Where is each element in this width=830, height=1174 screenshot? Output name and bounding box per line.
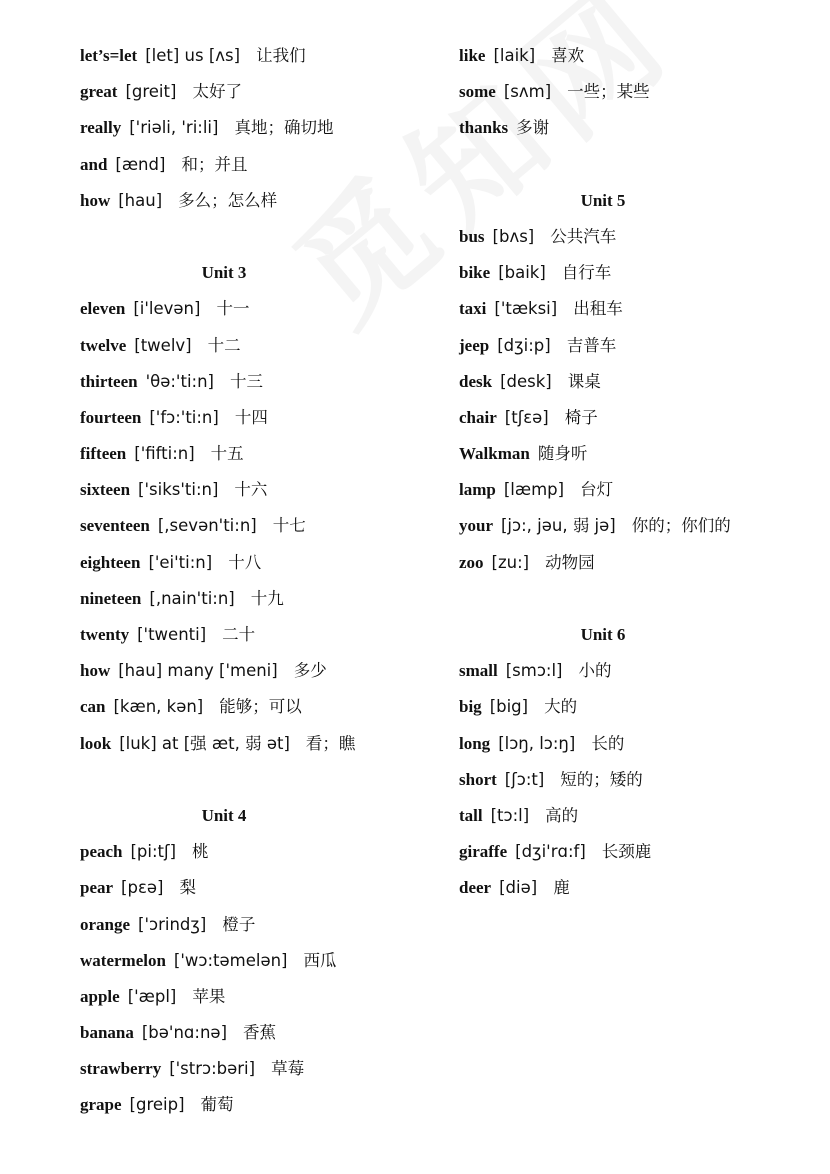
vocab-entry (459, 870, 819, 906)
vocab-phonetic: [kæn, kən] (113, 697, 204, 717)
vocab-entry (80, 38, 440, 74)
vocab-phonetic: [luk] at [强 æt, 弱 ət] (119, 733, 290, 753)
vocab-phonetic: [zu:] (491, 552, 530, 572)
vocab-word: watermelon (80, 950, 166, 970)
vocab-entry (459, 291, 819, 327)
spacer (80, 219, 440, 255)
vocab-entry (459, 798, 819, 834)
vocab-phonetic: ['wɔ:təmelən] (173, 950, 288, 970)
vocab-meaning: 喜欢 (551, 46, 585, 65)
vocab-meaning: 多么；怎么样 (178, 190, 278, 210)
vocab-entry (80, 979, 440, 1015)
vocab-entry (459, 364, 819, 400)
vocab-entry (459, 726, 819, 762)
vocab-phonetic: [bə'nɑ:nə] (141, 1023, 228, 1043)
vocab-phonetic: [i'levən] (133, 299, 201, 319)
vocab-meaning: 动物园 (545, 552, 595, 572)
vocab-phonetic: [tɔ:l] (490, 805, 530, 825)
vocab-meaning: 十七 (272, 516, 306, 536)
vocab-word: how (80, 190, 111, 210)
vocab-meaning: 橙子 (222, 914, 256, 934)
vocab-word: giraffe (459, 842, 508, 862)
vocab-word: can (80, 697, 106, 717)
vocab-word: seventeen (80, 516, 150, 536)
vocab-phonetic: ['strɔ:bəri] (169, 1059, 256, 1079)
vocab-word: bike (459, 263, 491, 283)
vocab-meaning: 十二 (207, 335, 241, 355)
vocab-phonetic: ['riəli, 'ri:li] (129, 118, 219, 138)
vocab-phonetic: [smɔ:l] (505, 661, 563, 681)
vocab-word: bus (459, 226, 485, 246)
vocab-word: zoo (459, 552, 484, 572)
vocab-meaning: 看；瞧 (305, 733, 356, 753)
vocab-entry (459, 472, 819, 508)
vocab-phonetic: ['siks'ti:n] (138, 480, 219, 500)
vocab-word: like (459, 46, 486, 65)
vocab-phonetic: [diə] (499, 878, 538, 898)
vocab-word: some (459, 82, 496, 102)
vocab-entry (459, 762, 819, 798)
vocab-phonetic: ['ei'ti:n] (148, 552, 213, 572)
vocab-entry (80, 1087, 440, 1123)
vocab-word: really (80, 118, 122, 138)
vocab-meaning: 让我们 (256, 46, 306, 65)
vocab-meaning: 桃 (192, 842, 209, 862)
vocab-phonetic: [tʃɛə] (504, 407, 549, 427)
vocab-phonetic: [greit] (125, 82, 177, 102)
vocab-entry (80, 291, 440, 327)
vocab-meaning: 短的；矮的 (560, 769, 643, 789)
vocab-phonetic: ['tæksi] (494, 299, 558, 319)
vocab-phonetic: [ʃɔ:t] (504, 769, 545, 789)
vocab-word: twenty (80, 625, 130, 644)
vocab-entry (459, 74, 819, 110)
vocab-entry (459, 508, 819, 544)
vocab-phonetic: ['æpl] (127, 986, 177, 1006)
vocab-phonetic: 'θə:'ti:n] (145, 371, 214, 391)
vocab-meaning: 十九 (250, 588, 284, 608)
vocab-meaning: 十三 (229, 371, 263, 391)
vocab-phonetic: [let] us [ʌs] (145, 46, 241, 65)
vocab-entry (459, 653, 819, 689)
vocab-meaning: 二十 (222, 625, 256, 644)
vocab-word: eighteen (80, 552, 141, 572)
vocab-meaning: 西瓜 (303, 950, 337, 970)
vocab-meaning: 长颈鹿 (601, 842, 652, 862)
vocab-meaning: 大的 (544, 697, 578, 717)
vocab-word: your (459, 516, 493, 536)
vocab-word: sixteen (80, 480, 131, 500)
vocab-meaning: 苹果 (192, 986, 226, 1006)
spacer (80, 762, 440, 798)
vocab-phonetic: [dʒi:p] (497, 335, 551, 355)
vocab-word: small (459, 661, 498, 681)
vocab-meaning: 十五 (210, 444, 244, 464)
vocab-meaning: 鹿 (553, 878, 570, 898)
vocab-word: twelve (80, 335, 127, 355)
vocab-entry (459, 834, 819, 870)
vocab-meaning: 长的 (591, 733, 625, 753)
vocab-word: long (459, 733, 491, 753)
vocab-meaning: 公共汽车 (550, 226, 617, 246)
vocab-phonetic: ['ɔrindʒ] (138, 914, 207, 934)
vocab-phonetic: [desk] (500, 371, 552, 391)
vocab-entry (459, 436, 819, 472)
vocab-meaning: 课桌 (567, 371, 601, 391)
vocab-entry (80, 508, 440, 544)
vocab-entry (459, 110, 819, 146)
vocab-meaning: 台灯 (580, 480, 614, 500)
vocab-entry (80, 364, 440, 400)
vocab-entry (80, 400, 440, 436)
vocab-word: great (80, 82, 118, 102)
vocab-phonetic: [twelv] (134, 335, 192, 355)
vocab-word: fifteen (80, 444, 127, 464)
vocab-phonetic: [pi:tʃ] (130, 842, 177, 862)
unit-heading: Unit 4 (201, 805, 247, 825)
vocab-phonetic: [sʌm] (503, 82, 552, 102)
vocab-word: taxi (459, 299, 487, 319)
vocab-word: chair (459, 407, 497, 427)
vocab-entry (459, 255, 819, 291)
vocab-word: tall (459, 805, 483, 825)
vocab-word: orange (80, 914, 131, 934)
vocab-word: peach (80, 842, 123, 862)
vocab-word: banana (80, 1023, 134, 1043)
vocab-word: desk (459, 371, 493, 391)
vocab-entry (80, 581, 440, 617)
spacer (459, 581, 819, 617)
vocab-meaning: 十六 (234, 480, 268, 500)
vocab-word: thirteen (80, 371, 138, 391)
vocab-word: and (80, 154, 108, 174)
vocab-phonetic: [greip] (129, 1095, 185, 1115)
vocab-entry (80, 834, 440, 870)
vocab-meaning: 出租车 (573, 299, 623, 319)
vocab-word: big (459, 697, 482, 717)
vocab-entry (80, 436, 440, 472)
vocab-entry (80, 907, 440, 943)
vocab-entry (459, 328, 819, 364)
vocab-meaning: 能够；可以 (219, 697, 302, 717)
vocab-word: short (459, 769, 497, 789)
vocab-meaning: 多少 (293, 661, 327, 681)
right-vocabulary-column (459, 38, 819, 907)
vocab-meaning: 十一 (216, 299, 250, 319)
vocab-meaning: 随身听 (537, 444, 588, 464)
vocab-phonetic: [,sevən'ti:n] (157, 516, 257, 536)
vocab-entry (80, 1015, 440, 1051)
vocab-entry (80, 183, 440, 219)
vocab-word: look (80, 733, 112, 753)
vocab-meaning: 一些；某些 (567, 82, 650, 102)
vocab-entry (80, 472, 440, 508)
vocab-meaning: 小的 (578, 661, 612, 681)
vocab-word: let’s=let (80, 46, 138, 65)
vocab-phonetic: [ænd] (115, 154, 166, 174)
vocab-meaning: 草莓 (271, 1059, 305, 1079)
vocab-meaning: 吉普车 (566, 335, 617, 355)
vocab-phonetic: [lɔŋ, lɔ:ŋ] (498, 733, 576, 753)
vocab-entry (459, 219, 819, 255)
vocab-phonetic: [baik] (498, 263, 546, 283)
vocab-meaning: 梨 (179, 878, 196, 898)
vocab-meaning: 香蕉 (243, 1023, 277, 1043)
vocab-entry (80, 328, 440, 364)
vocab-entry (80, 726, 440, 762)
spacer (459, 147, 819, 183)
unit-heading: Unit 5 (580, 190, 626, 210)
vocab-meaning: 真地；确切地 (234, 118, 334, 138)
vocab-word: thanks (459, 118, 509, 138)
vocab-word: lamp (459, 480, 496, 500)
vocab-phonetic: [bʌs] (492, 226, 535, 246)
vocab-entry (80, 545, 440, 581)
left-vocabulary-column (80, 38, 440, 1124)
vocab-meaning: 葡萄 (200, 1095, 234, 1115)
vocab-phonetic: [laik] (493, 46, 536, 65)
vocab-meaning: 太好了 (192, 82, 242, 102)
vocab-entry (80, 870, 440, 906)
vocab-word: fourteen (80, 407, 142, 427)
vocab-word: Walkman (459, 444, 530, 464)
vocab-phonetic: [,nain'ti:n] (149, 588, 235, 608)
vocab-entry (459, 689, 819, 725)
vocab-phonetic: ['fɔ:'ti:n] (149, 407, 219, 427)
vocab-word: jeep (459, 335, 490, 355)
vocab-meaning: 自行车 (561, 263, 612, 283)
vocab-phonetic: [læmp] (503, 480, 565, 500)
vocab-entry (80, 689, 440, 725)
vocab-entry (80, 653, 440, 689)
vocab-entry (459, 545, 819, 581)
vocab-word: strawberry (80, 1059, 162, 1079)
vocab-word: deer (459, 878, 492, 898)
vocab-meaning: 十四 (234, 407, 268, 427)
unit-heading: Unit 6 (580, 625, 626, 644)
vocab-word: how (80, 661, 111, 681)
vocab-entry (459, 38, 819, 74)
vocab-phonetic: [big] (489, 697, 529, 717)
vocab-meaning: 椅子 (564, 407, 598, 427)
vocab-meaning: 多谢 (516, 118, 550, 138)
vocab-meaning: 和；并且 (181, 154, 248, 174)
vocab-entry (80, 617, 440, 653)
vocab-phonetic: [jɔ:, jəu, 弱 jə] (501, 516, 616, 536)
vocab-word: pear (80, 878, 114, 898)
vocab-meaning: 十八 (228, 552, 262, 572)
vocab-word: eleven (80, 299, 126, 319)
vocab-word: grape (80, 1095, 122, 1115)
vocab-entry (80, 943, 440, 979)
vocab-phonetic: ['fifti:n] (134, 444, 195, 464)
unit-heading: Unit 3 (201, 263, 247, 283)
vocab-entry (459, 400, 819, 436)
vocab-phonetic: [hau] many ['meni] (118, 661, 278, 681)
vocab-phonetic: ['twenti] (137, 625, 207, 644)
vocab-entry (80, 74, 440, 110)
vocab-phonetic: [dʒi'rɑ:f] (515, 842, 586, 862)
vocab-meaning: 你的；你们的 (631, 516, 731, 536)
vocab-phonetic: [pɛə] (121, 878, 164, 898)
vocab-meaning: 高的 (545, 805, 579, 825)
vocab-entry (80, 1051, 440, 1087)
vocab-word: apple (80, 986, 120, 1006)
vocab-entry (80, 147, 440, 183)
vocab-phonetic: [hau] (118, 190, 163, 210)
vocab-word: nineteen (80, 588, 142, 608)
vocab-entry (80, 110, 440, 146)
